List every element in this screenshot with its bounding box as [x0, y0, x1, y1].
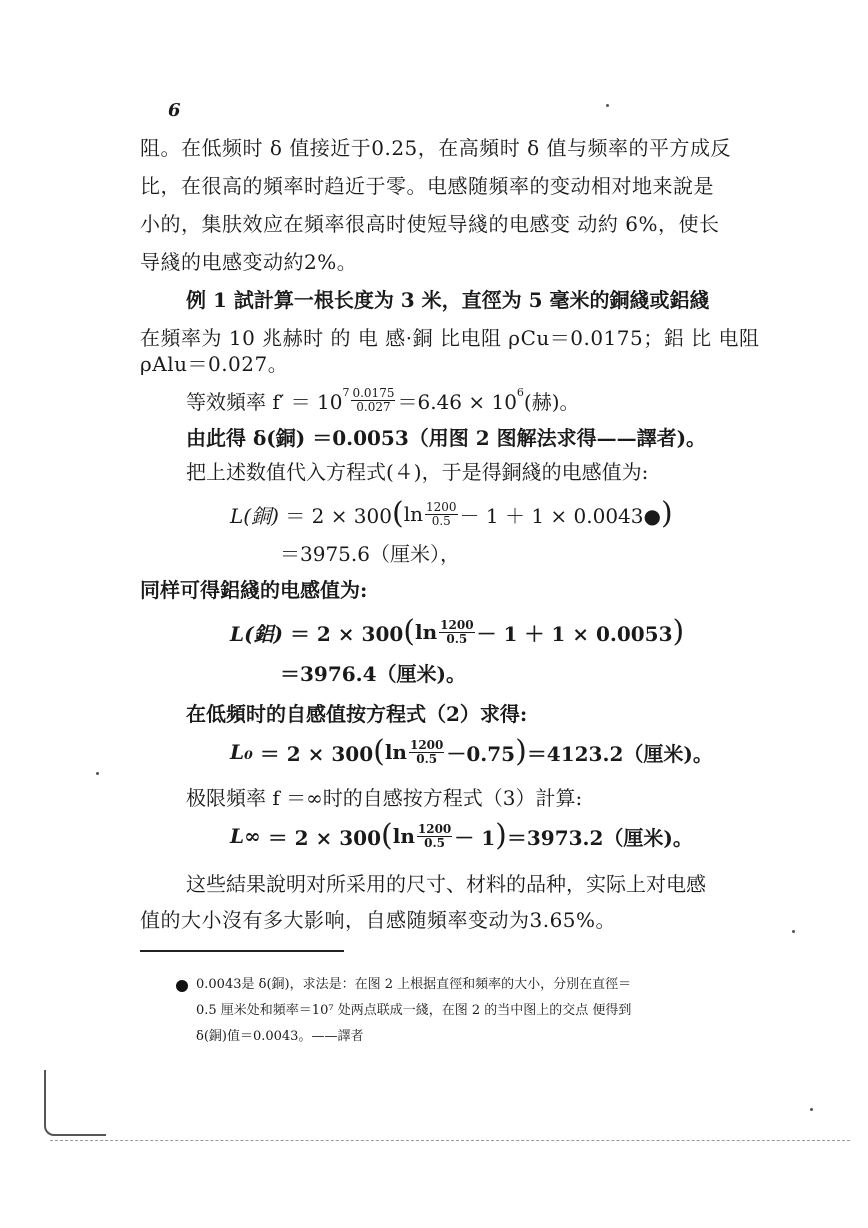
paragraph-line-4: 导綫的电感变动約2%。 — [140, 250, 358, 274]
eq-low-numerator: 1200 — [409, 737, 444, 752]
scan-corner-mark — [44, 1070, 106, 1136]
eq-low-close-paren: ) — [515, 734, 527, 769]
eq-freq-unit: (赫)。 — [523, 389, 580, 414]
copper-inductance-equation — [230, 494, 673, 534]
eq-inf-result: ＝3973.2（厘米)。 — [506, 825, 693, 850]
eq-al-fraction — [439, 619, 474, 646]
eq-al-rest: － 1 ＋ 1 × 0.0053 — [476, 621, 673, 646]
scan-edge-line — [50, 1140, 850, 1142]
eq-cu-numerator: 1200 — [425, 499, 457, 514]
eq-al-denominator: 0.5 — [446, 631, 468, 646]
eq-inf-open-paren: ( — [381, 818, 393, 853]
footnote-rule — [140, 950, 344, 952]
eq-inf-denominator: 0.5 — [424, 835, 446, 850]
conclusion-line-1: 这些結果說明对所采用的尺寸、材料的品种，实际上对电感 — [186, 872, 706, 896]
aluminum-intro: 同样可得鋁綫的电感值为: — [140, 578, 368, 602]
eq-freq-numerator: 0.0175 — [352, 385, 395, 400]
example-line-3: ρAlu＝0.027。 — [140, 352, 289, 376]
delta-line: 由此得 δ(銅) ＝0.0053（用图 2 图解法求得——譯者)。 — [186, 426, 707, 450]
eq-al-close-paren: ) — [672, 614, 685, 649]
footnote-bullet-icon — [176, 980, 188, 992]
equivalent-frequency-equation — [186, 380, 580, 420]
eq-al-open-paren: ( — [403, 614, 415, 649]
eq-cu-ln: ln — [403, 502, 423, 526]
low-frequency-line: 在低頻时的自感值按方程式（2）求得: — [186, 702, 528, 726]
eq-inf-rest: － 1 — [454, 825, 496, 850]
eq-low-ln: ln — [384, 740, 407, 764]
example-line-2: 在頻率为 10 兆赫时 的 电 感·銅 比电阻 ρCu＝0.0175；鋁 比 电阻 — [140, 326, 760, 350]
scan-speck — [96, 772, 99, 775]
eq-al-numerator: 1200 — [440, 617, 474, 632]
eq-inf-numerator: 1200 — [417, 821, 452, 836]
aluminum-result: ＝3976.4（厘米)。 — [280, 662, 467, 686]
scan-speck — [792, 930, 795, 933]
eq-inf-fraction — [417, 823, 452, 850]
eq-freq-exponent: 7 — [342, 385, 350, 399]
low-frequency-equation — [230, 732, 713, 772]
eq-inf-ln: ln — [392, 824, 415, 848]
eq-cu-lhs: L(銅) — [230, 503, 279, 528]
eq-cu-open-paren: ( — [391, 496, 404, 531]
eq-inf-lhs: L∞ — [230, 824, 261, 848]
eq-freq-denominator: 0.027 — [356, 399, 391, 414]
eq-low-denominator: 0.5 — [416, 751, 438, 766]
footnote-line-3: δ(銅)值＝0.0043。——譯者 — [196, 1029, 364, 1044]
eq-cu-rest: － 1 ＋ 1 × 0.0043● — [459, 503, 661, 528]
limit-frequency-line: 极限頻率 f ＝∞时的自感按方程式（3）計算: — [186, 786, 583, 810]
substitute-line: 把上述数值代入方程式(４)，于是得銅綫的电感值为: — [186, 460, 649, 484]
eq-inf-body: ＝ 2 × 300 — [267, 825, 382, 850]
eq-low-body: ＝ 2 × 300 — [259, 741, 374, 766]
eq-al-ln: ln — [415, 620, 438, 644]
eq-low-open-paren: ( — [373, 734, 385, 769]
eq-cu-body: ＝ 2 × 300 — [285, 503, 392, 528]
eq-cu-denominator: 0.5 — [431, 513, 451, 528]
example-heading: 例 1 試計算一根长度为 3 米，直徑为 5 毫米的銅綫或鋁綫 — [186, 288, 710, 312]
eq-cu-fraction — [425, 501, 458, 528]
infinite-frequency-equation — [230, 816, 693, 856]
eq-al-lhs: L(鋁) — [230, 621, 283, 646]
paragraph-line-2: 比，在很高的頻率时趋近于零。电感随頻率的变动相对地来說是 — [140, 174, 714, 198]
conclusion-line-2: 值的大小沒有多大影响，自感随頻率变动为3.65%。 — [140, 908, 617, 932]
scan-speck — [606, 104, 609, 107]
eq-low-lhs: L₀ — [230, 740, 253, 764]
paragraph-line-3: 小的，集肤效应在頻率很高时使短导綫的电感变 动約 6%，使长 — [140, 212, 720, 236]
paragraph-line-1: 阻。在低频时 δ 值接近于0.25，在高頻时 δ 值与频率的平方成反 — [140, 136, 732, 160]
page-number: 6 — [168, 100, 181, 121]
aluminum-inductance-equation — [230, 612, 684, 652]
scan-speck — [810, 1108, 813, 1111]
copper-result: ＝3975.6（厘米）， — [280, 542, 460, 566]
eq-freq-exponent-2: 6 — [516, 385, 524, 399]
eq-low-fraction — [409, 739, 444, 766]
eq-al-body: ＝ 2 × 300 — [289, 621, 404, 646]
eq-cu-close-paren: ) — [660, 496, 673, 531]
eq-low-result: ＝4123.2（厘米)。 — [526, 741, 713, 766]
footnote-line-1: 0.0043是 δ(銅)，求法是：在图 2 上根据直徑和頻率的大小，分別在直徑＝ — [196, 977, 632, 992]
eq-freq-fraction — [351, 387, 395, 414]
footnote-line-2: 0.5 厘米处和頻率＝10⁷ 处两点联成一綫，在图 2 的当中图上的交点 便得到 — [196, 1003, 632, 1018]
eq-freq-tail: ＝6.46 × 10 — [397, 389, 517, 414]
eq-freq-lead: 等效頻率 f′ ＝ 10 — [186, 389, 343, 414]
eq-inf-close-paren: ) — [495, 818, 507, 853]
eq-low-rest: －0.75 — [446, 741, 516, 766]
